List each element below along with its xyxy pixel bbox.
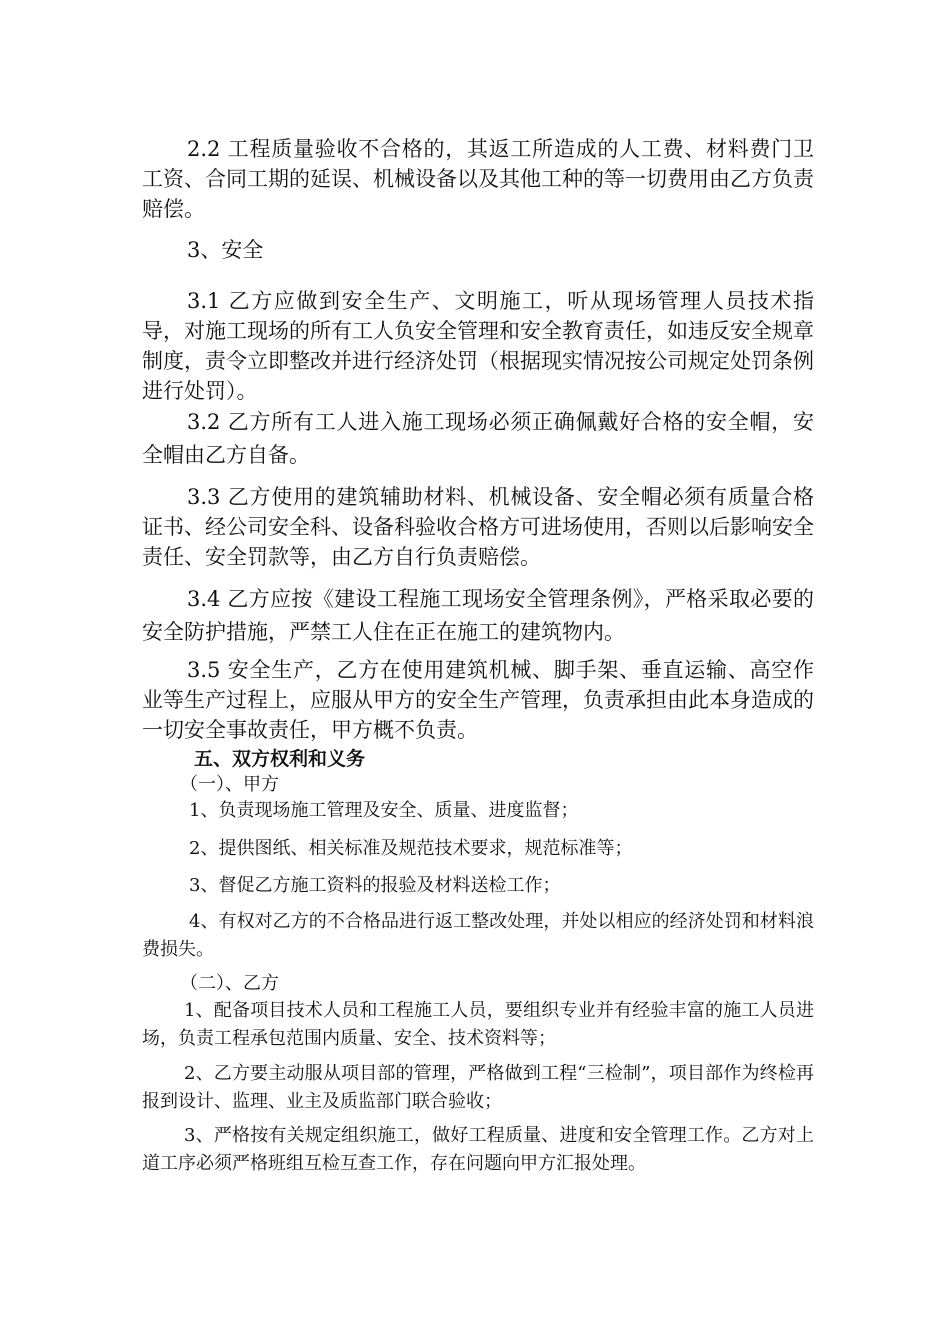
party-a-item-4: 4、有权对乙方的不合格品进行返工整改处理，并处以相应的经济处罚和材料浪费损失。 — [142, 911, 814, 960]
section-5-heading: 五、双方权利和义务 — [194, 748, 366, 770]
section-3-heading: 3、安全 — [187, 238, 264, 262]
party-b-item-3: 3、严格按有关规定组织施工，做好工程质量、进度和安全管理工作。乙方对上道工序必须严格班组互检互查工作，存在问题向甲方汇报处理。 — [142, 1125, 814, 1174]
party-b-label: （二）、乙方 — [180, 973, 279, 994]
party-a-item-3: 3、督促乙方施工资料的报验及材料送检工作； — [189, 875, 561, 896]
paragraph-3-2: 3.2 乙方所有工人进入施工现场必须正确佩戴好合格的安全帽，安全帽由乙方自备。 — [142, 410, 814, 467]
paragraph-2-2: 2.2 工程质量验收不合格的，其返工所造成的人工费、材料费门卫工资、合同工期的延误、机械设备以及其他工种的等一切费用由乙方负责赔偿。 — [142, 137, 814, 221]
party-a-item-1: 1、负责现场施工管理及安全、质量、进度监督； — [189, 800, 579, 821]
paragraph-3-3: 3.3 乙方使用的建筑辅助材料、机械设备、安全帽必须有质量合格证书、经公司安全科、设备科验收合格方可进场使用，否则以后影响安全责任、安全罚款等，由乙方自行负责赔偿。 — [142, 485, 814, 569]
paragraph-3-1: 3.1 乙方应做到安全生产、文明施工，听从现场管理人员技术指导，对施工现场的所有工人负安全管理和安全教育责任，如违反安全规章制度，责令立即整改并进行经济处罚（根据现实情况按公司规定处罚条例进行处罚）。 — [142, 289, 814, 403]
party-a-label: （一）、甲方 — [180, 774, 279, 795]
paragraph-3-5: 3.5 安全生产，乙方在使用建筑机械、脚手架、垂直运输、高空作业等生产过程上，应服从甲方的安全生产管理，负责承担由此本身造成的一切安全事故责任，甲方概不负责。 — [142, 658, 814, 742]
party-b-item-1: 1、配备项目技术人员和工程施工人员，要组织专业并有经验丰富的施工人员进场，负责工程承包范围内质量、安全、技术资料等； — [142, 1000, 814, 1049]
party-b-item-2: 2、乙方要主动服从项目部的管理，严格做到工程“三检制”，项目部作为终检再报到设计、监理、业主及质监部门联合验收； — [142, 1063, 814, 1112]
paragraph-3-4: 3.4 乙方应按《建设工程施工现场安全管理条例》，严格采取必要的安全防护措施，严禁工人住在正在施工的建筑物内。 — [142, 587, 814, 644]
party-a-item-2: 2、提供图纸、相关标准及规范技术要求，规范标准等； — [189, 838, 633, 859]
